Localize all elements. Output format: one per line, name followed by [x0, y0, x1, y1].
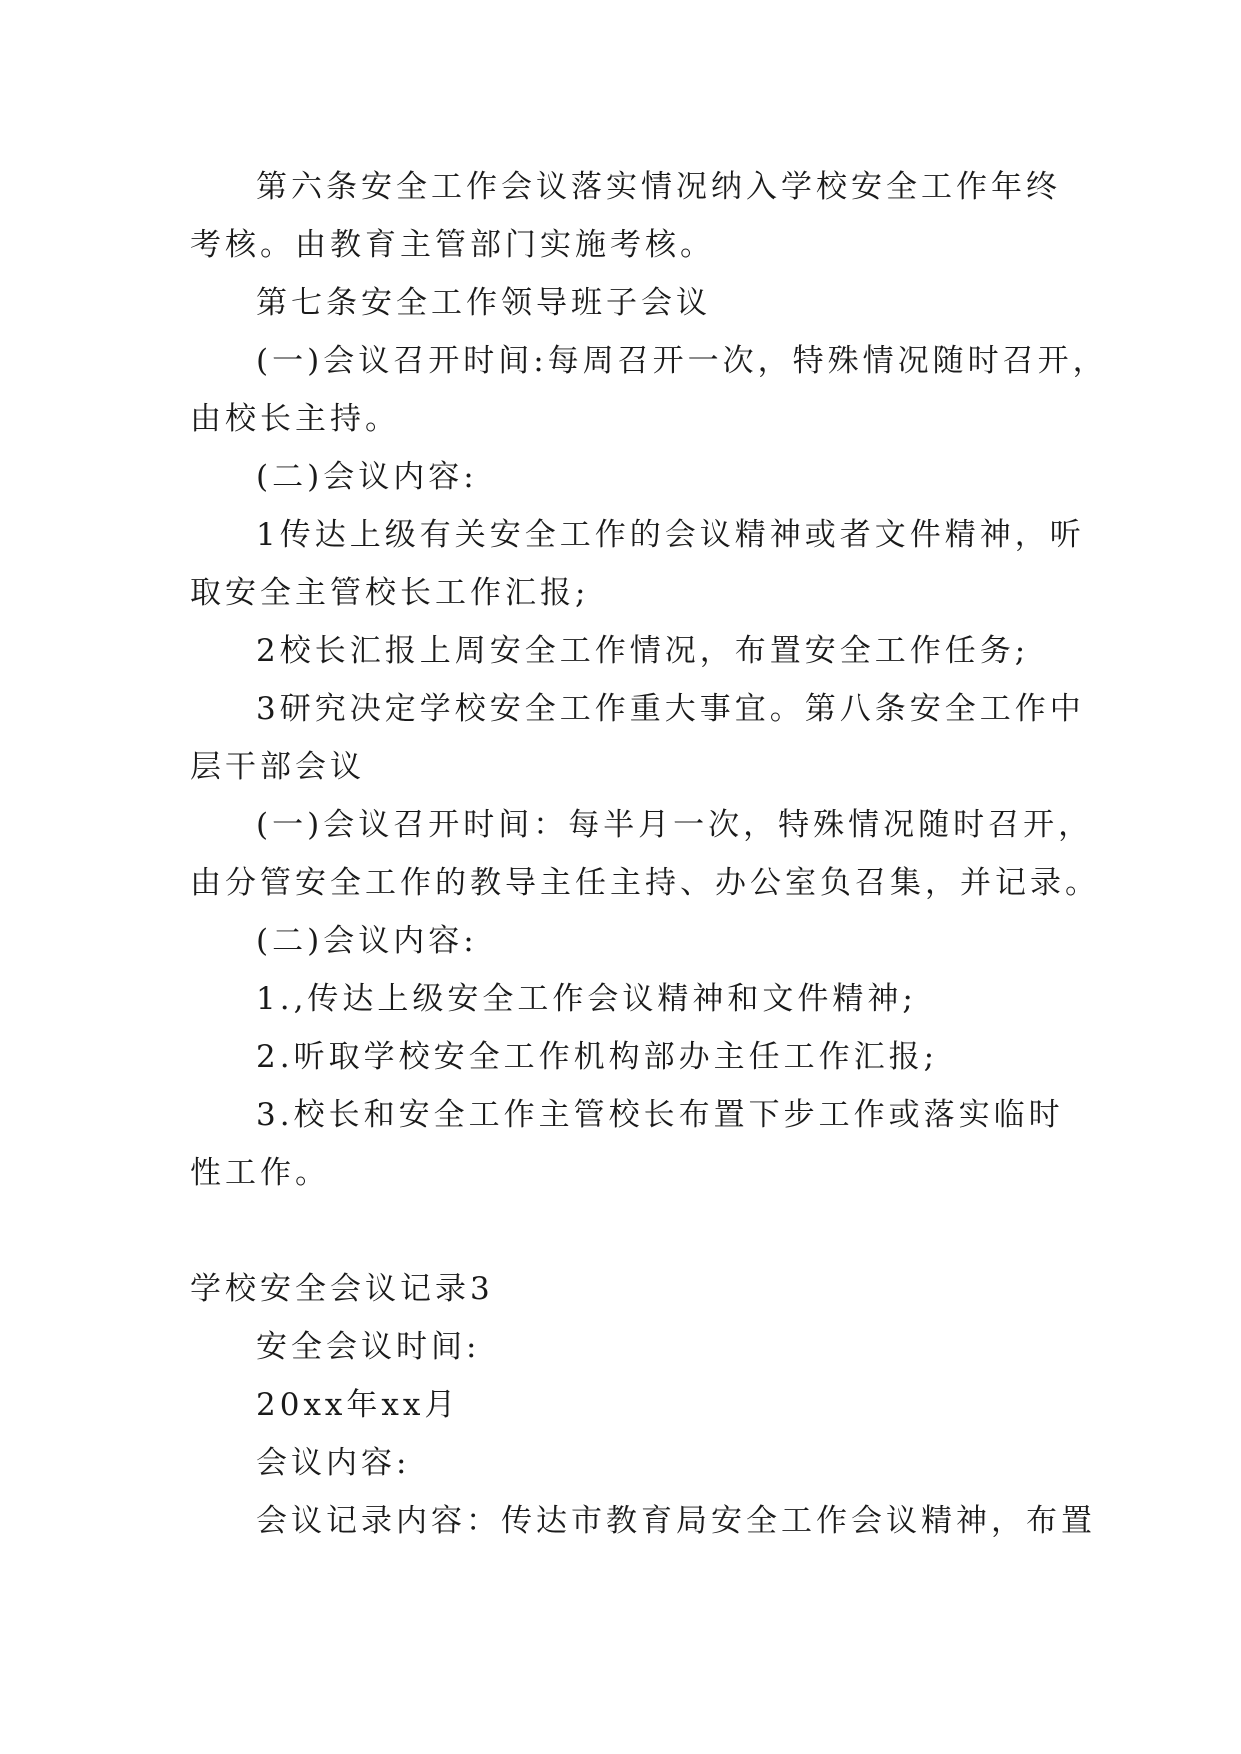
field-value: 20xx年xx月 [256, 1387, 460, 1423]
document-body [190, 158, 1108, 1550]
section-heading: 第七条安全工作领导班子会议 [256, 285, 711, 321]
list-item: 3.校长和安全工作主管校长布置下步工作或落实临时 [256, 1097, 1064, 1133]
section-spacer [190, 1202, 1070, 1260]
list-item-continuation: 取安全主管校长工作汇报; [190, 575, 590, 611]
paragraph-line: (二)会议内容: [256, 923, 478, 959]
list-item-continuation: 性工作。 [190, 1155, 330, 1191]
section-title: 学校安全会议记录3 [190, 1271, 494, 1307]
paragraph-line: 由校长主持。 [190, 401, 400, 437]
paragraph-line: 考核。由教育主管部门实施考核。 [190, 227, 715, 263]
list-item: 1.,传达上级安全工作会议精神和文件精神; [256, 981, 917, 1017]
field-label: 会议内容: [256, 1445, 411, 1481]
field-label: 安全会议时间: [256, 1329, 481, 1365]
paragraph-line: (一)会议召开时间：每半月一次，特殊情况随时召开， [256, 807, 1094, 843]
paragraph-line: (一)会议召开时间:每周召开一次，特殊情况随时召开， [256, 343, 1108, 379]
paragraph-line: 第六条安全工作会议落实情况纳入学校安全工作年终 [256, 169, 1061, 205]
paragraph-line: 由分管安全工作的教导主任主持、办公室负召集，并记录。 [190, 865, 1100, 901]
list-item: 1传达上级有关安全工作的会议精神或者文件精神，听 [256, 517, 1085, 553]
list-item: 3研究决定学校安全工作重大事宜。第八条安全工作中 [256, 691, 1085, 727]
list-item: 2校长汇报上周安全工作情况，布置安全工作任务; [256, 633, 1030, 669]
paragraph-line: 会议记录内容：传达市教育局安全工作会议精神，布置 [256, 1503, 1096, 1539]
list-item-continuation: 层干部会议 [190, 749, 365, 785]
list-item: 2.听取学校安全工作机构部办主任工作汇报; [256, 1039, 939, 1075]
paragraph-line: (二)会议内容: [256, 459, 478, 495]
